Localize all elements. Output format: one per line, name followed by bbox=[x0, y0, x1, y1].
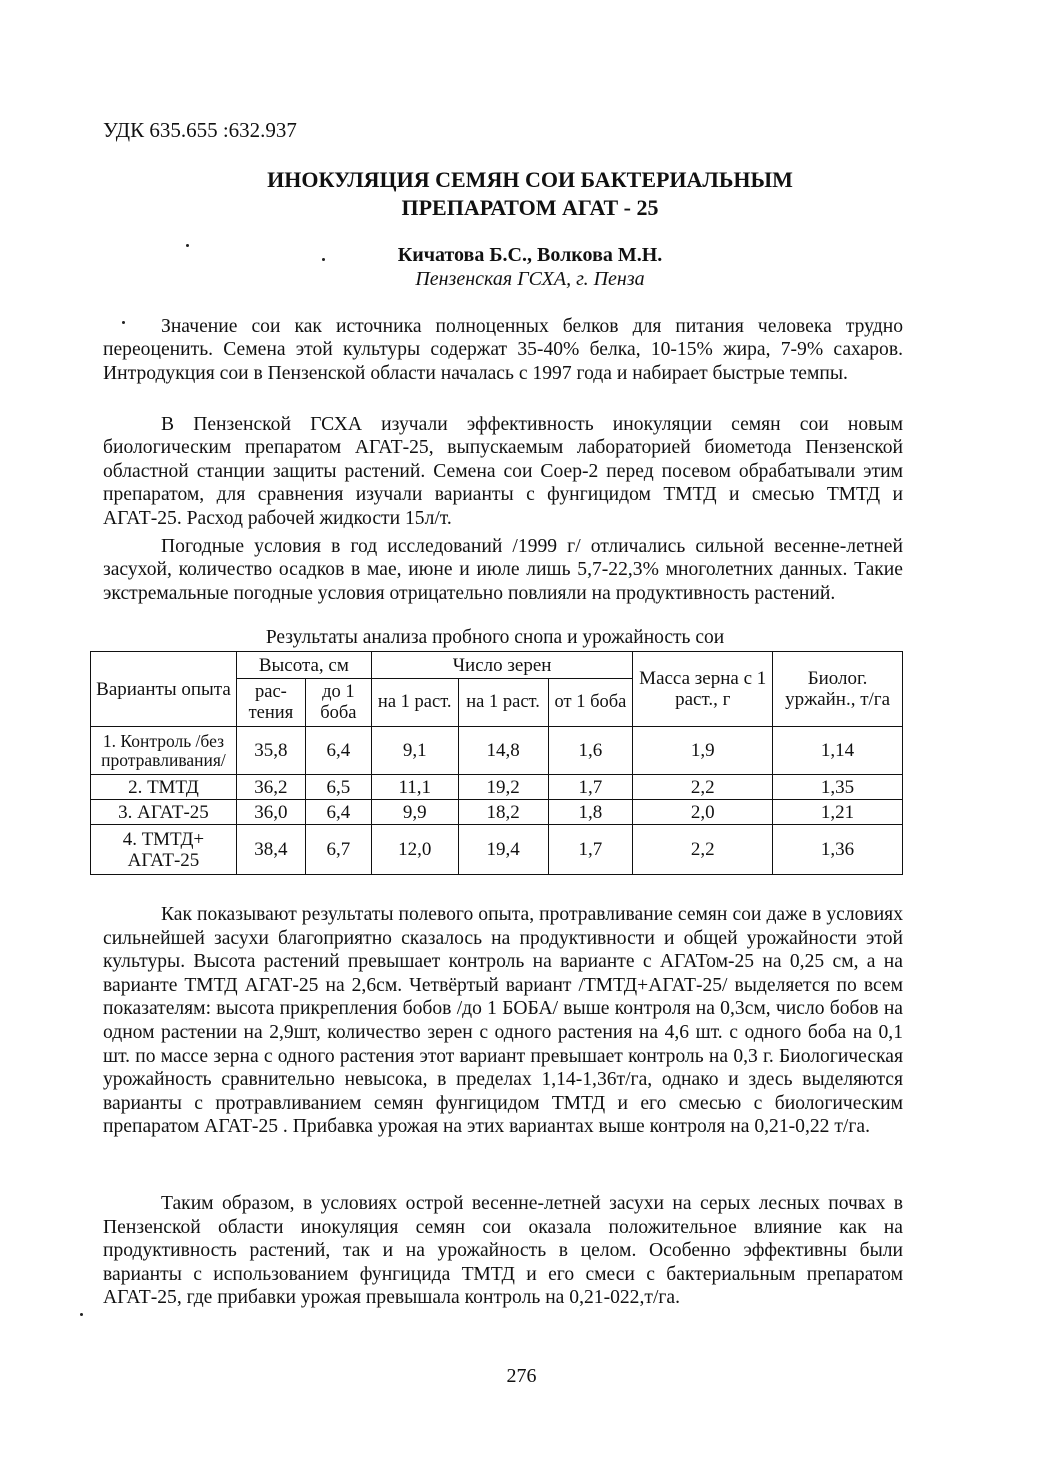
cell: 19,4 bbox=[458, 825, 548, 875]
row-label: 3. АГАТ-25 bbox=[91, 800, 237, 825]
cell: 1,36 bbox=[773, 825, 903, 875]
row-label: 4. ТМТД+ АГАТ-25 bbox=[91, 825, 237, 875]
udc-code: УДК 635.655 :632.937 bbox=[103, 118, 297, 142]
header-yield: Биолог. уржайн., т/га bbox=[773, 652, 903, 727]
header-mass: Масса зерна с 1 раст., г bbox=[633, 652, 773, 727]
paragraph-method: В Пензенской ГСХА изучали эффективность инокуляции семян сои новым биологическим препаратом АГАТ-25, выпускаемым лабораторией биометода Пензенской областной станции защиты растений. Семена сои Соер-2 перед посевом обрабатывали этим препаратом, для сравнения изучали варианты с фунгицидом ТМТД и смесью ТМТД и АГАТ-25. Расход рабочей жидкости 15л/т. bbox=[103, 414, 903, 529]
cell: 1,8 bbox=[548, 800, 633, 825]
cell: 14,8 bbox=[458, 727, 548, 775]
cell: 36,0 bbox=[236, 800, 305, 825]
cell: 11,1 bbox=[371, 775, 458, 800]
cell: 1,7 bbox=[548, 825, 633, 875]
table-row bbox=[91, 727, 903, 775]
article-title bbox=[100, 166, 960, 222]
cell: 6,4 bbox=[305, 727, 371, 775]
row-label: 2. ТМТД bbox=[91, 775, 237, 800]
affiliation: Пензенская ГСХА, г. Пенза bbox=[415, 268, 645, 290]
table-row bbox=[91, 800, 903, 825]
cell: 1,6 bbox=[548, 727, 633, 775]
cell: 1,9 bbox=[633, 727, 773, 775]
subheader-plant: рас-тения bbox=[236, 679, 305, 727]
row-label: 1. Контроль /без протравливания/ bbox=[91, 727, 237, 775]
table-row bbox=[91, 825, 903, 875]
cell: 18,2 bbox=[458, 800, 548, 825]
cell: 1,21 bbox=[773, 800, 903, 825]
header-height: Высота, см bbox=[236, 652, 371, 679]
cell: 36,2 bbox=[236, 775, 305, 800]
paragraph-conclusion: Таким образом, в условиях острой весенне-летней засухи на серых лесных почвах в Пензенской области инокуляция семян сои оказала положительное влияние как на продуктивность растений, так и на урожайность в целом. Особенно эффективны были варианты с использованием фунгицида ТМТД и его смеси с бактериальным препаратом АГАТ-25, где прибавки урожая превышала контроль на 0,21-022,т/га. bbox=[103, 1193, 903, 1309]
cell: 9,1 bbox=[371, 727, 458, 775]
paragraph-intro: Значение сои как источника полноценных белков для питания человека трудно переоценить. Семена этой культуры содержат 35-40% белка, 10-15% жира, 7-9% сахаров. Интродукция сои в Пензенской области началась с 1997 года и набирает быстрые темпы. bbox=[103, 316, 903, 384]
paragraph-results: Как показывают результаты полевого опыта, протравливание семян сои даже в условиях сильнейшей засухи благоприятно сказалось на продуктивности и общей урожайности этой культуры. Высота растений превышает контроль на варианте с АГАТом-25 на 0,25 см, а на варианте ТМТД АГАТ-25 на 2,6см. Четвёртый вариант /ТМТД+АГАТ-25/ выделяется по всем показателям: высота прикрепления бобов /до 1 БОБА/ выше контроля на 0,3см, число бобов на одном растении на 2,9шт, количество зерен с одного растения на 4,6 шт. с одного боба на 0,1 шт. по массе зерна с одного растения этот вариант превышает контроль на 0,3 г. Биологическая урожайность сравнительно невысока, в пределах 1,14-1,36т/га, однако и здесь выделяются варианты с протравливанием семян фунгицидом ТМТД и его смесью с биологическим препаратом АГАТ-25 . Прибавка урожая на этих вариантах выше контроля на 0,21-0,22 т/га. bbox=[103, 904, 903, 1138]
scan-speck bbox=[122, 321, 125, 324]
subheader-per-plant-2: на 1 раст. bbox=[458, 679, 548, 727]
table-row bbox=[91, 775, 903, 800]
header-grains: Число зерен bbox=[371, 652, 633, 679]
title-line-1: ИНОКУЛЯЦИЯ СЕМЯН СОИ БАКТЕРИАЛЬНЫМ bbox=[267, 167, 793, 192]
cell: 1,14 bbox=[773, 727, 903, 775]
cell: 35,8 bbox=[236, 727, 305, 775]
scan-speck bbox=[322, 258, 325, 261]
cell: 6,4 bbox=[305, 800, 371, 825]
scan-speck bbox=[80, 1313, 83, 1316]
cell: 6,5 bbox=[305, 775, 371, 800]
subheader-per-pod: от 1 боба bbox=[548, 679, 633, 727]
scan-speck bbox=[186, 244, 189, 247]
cell: 38,4 bbox=[236, 825, 305, 875]
cell: 19,2 bbox=[458, 775, 548, 800]
title-line-2: ПРЕПАРАТОМ АГАТ - 25 bbox=[401, 195, 659, 220]
cell: 2,2 bbox=[633, 825, 773, 875]
cell: 2,2 bbox=[633, 775, 773, 800]
cell: 2,0 bbox=[633, 800, 773, 825]
cell: 9,9 bbox=[371, 800, 458, 825]
results-table bbox=[90, 651, 903, 875]
page-number: 276 bbox=[506, 1365, 537, 1387]
subheader-first-pod: до 1 боба bbox=[305, 679, 371, 727]
paragraph-weather: Погодные условия в год исследований /1999 г/ отличались сильной весенне-летней засухой, количество осадков в мае, июне и июле лишь 5,7-22,3% многолетних данных. Такие экстремальные погодные условия отрицательно повлияли на продуктивность растений. bbox=[103, 536, 903, 604]
cell: 1,35 bbox=[773, 775, 903, 800]
cell: 6,7 bbox=[305, 825, 371, 875]
subheader-per-plant-1: на 1 раст. bbox=[371, 679, 458, 727]
cell: 12,0 bbox=[371, 825, 458, 875]
authors: Кичатова Б.С., Волкова М.Н. bbox=[397, 244, 663, 266]
header-variants: Варианты опыта bbox=[91, 652, 237, 727]
cell: 1,7 bbox=[548, 775, 633, 800]
table-caption: Результаты анализа пробного снопа и урожайность сои bbox=[265, 627, 725, 648]
